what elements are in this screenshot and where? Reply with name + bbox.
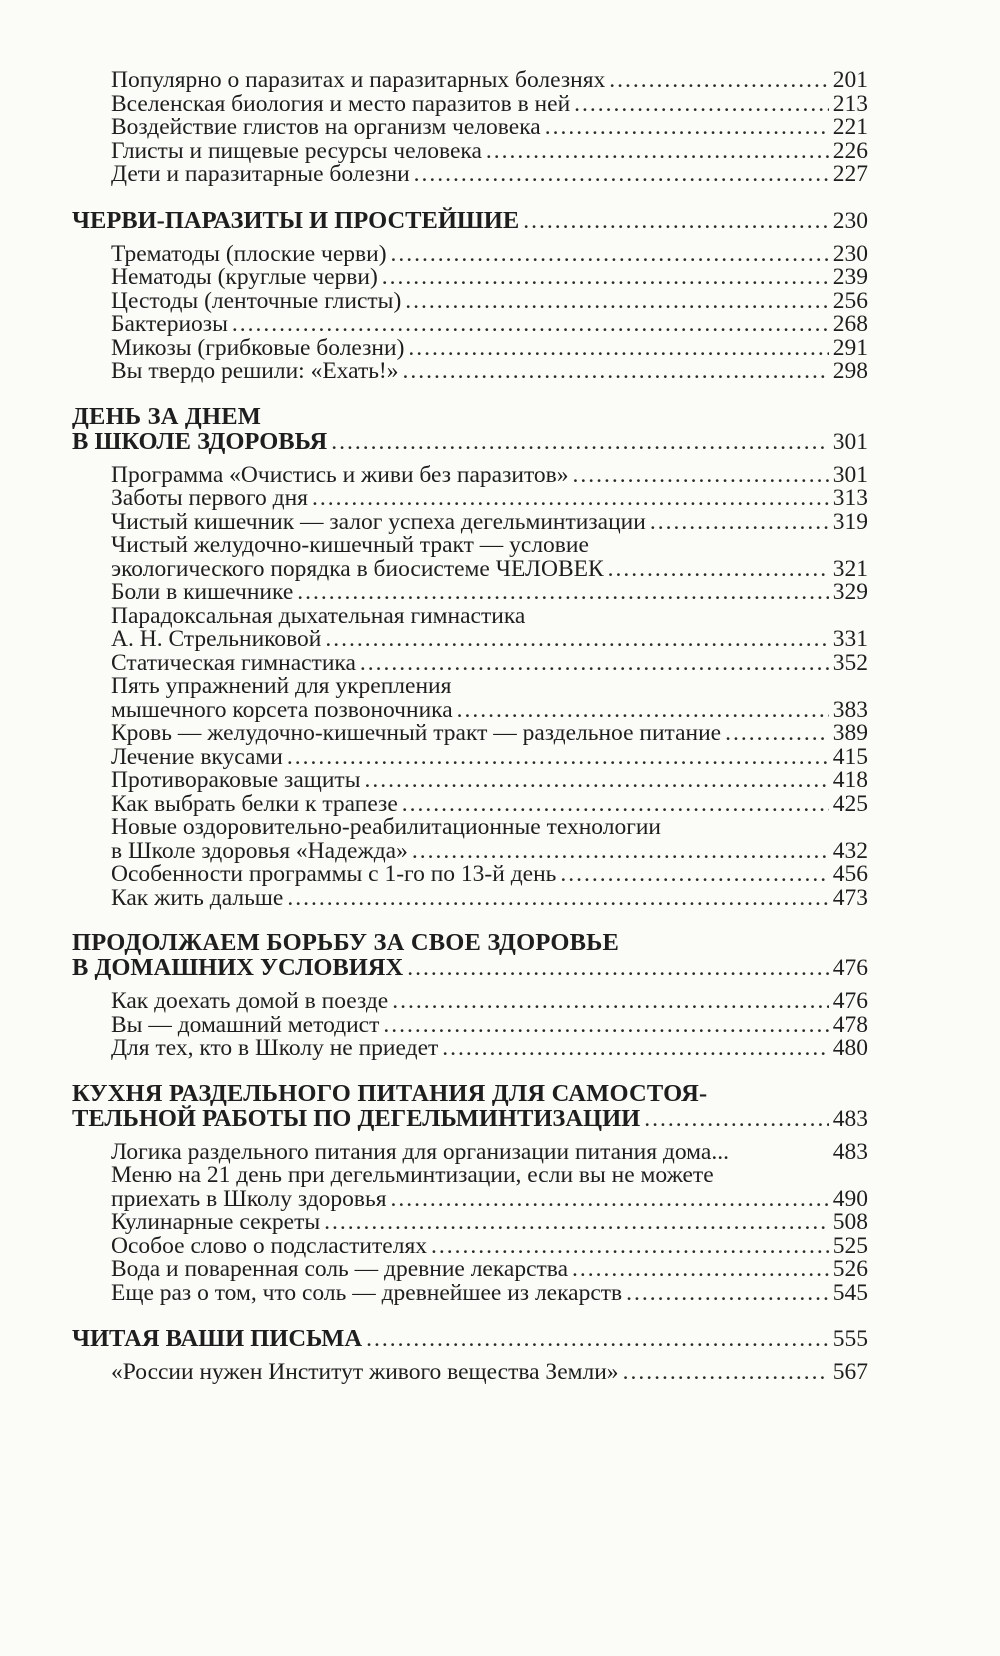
leader-dots <box>573 464 829 488</box>
toc-entry-page: 226 <box>832 137 868 164</box>
toc-entry-page: 201 <box>832 67 868 93</box>
toc-entry-page: 389 <box>832 720 868 746</box>
toc-entry-title: Цестоды (ленточные глисты) <box>111 287 402 314</box>
leader-dots <box>414 163 829 187</box>
toc-entry-page: 298 <box>832 358 868 384</box>
leader-dots <box>331 430 829 455</box>
toc-entry-page: 352 <box>832 649 868 676</box>
toc-entry-title: Вы — домашний методист <box>111 1011 380 1038</box>
toc-section-worms <box>72 208 868 384</box>
toc-entry-title: экологического порядка в биосистеме ЧЕЛОВЕК <box>111 555 604 582</box>
toc-entry-page: 321 <box>832 555 868 582</box>
toc-entry[interactable] <box>72 90 868 117</box>
leader-dots <box>402 793 829 817</box>
toc-entry-title: Противораковые защиты <box>111 767 361 793</box>
toc-entry-title: Бактериозы <box>111 311 228 337</box>
toc-section-day-by-day <box>72 402 868 911</box>
leader-dots <box>391 1188 829 1212</box>
leader-dots <box>725 722 829 746</box>
toc-entry-page: 490 <box>832 1185 868 1212</box>
leader-dots <box>431 1235 829 1259</box>
toc-entry-page: 473 <box>832 884 868 911</box>
leader-dots <box>608 558 829 582</box>
toc-section-heading[interactable] <box>72 1106 868 1132</box>
leader-dots <box>407 956 829 981</box>
toc-entry-page: 476 <box>832 988 868 1014</box>
toc-entry-title-line: Меню на 21 день при дегельминтизации, если вы не можете <box>111 1162 714 1188</box>
toc-entry[interactable] <box>72 555 868 582</box>
toc-entry[interactable] <box>72 334 868 361</box>
toc-entry-page: 268 <box>832 311 868 337</box>
toc-entry[interactable] <box>72 722 868 746</box>
toc-entry[interactable] <box>72 837 868 864</box>
leader-dots <box>574 93 829 117</box>
toc-entry-title: Как выбрать белки к трапезе <box>111 790 398 817</box>
section-title-line: ДЕНЬ ЗА ДНЕМ <box>72 402 262 430</box>
toc-section-heading[interactable] <box>72 955 868 981</box>
leader-dots <box>366 1327 829 1352</box>
toc-entry-page: 508 <box>832 1209 868 1235</box>
section-page: 555 <box>832 1326 868 1352</box>
toc-entry-title: Особое слово о подсластителях <box>111 1232 427 1259</box>
toc-entry-title: Чистый кишечник — залог успеха дегельминтизации <box>111 508 646 535</box>
toc-entry-title: Логика раздельного питания для организации питания дома... <box>111 1138 729 1165</box>
toc-entry[interactable] <box>72 1361 868 1385</box>
leader-dots <box>623 1361 829 1385</box>
toc-entry-title: мышечного корсета позвоночника <box>111 696 453 723</box>
leader-dots <box>383 1014 828 1038</box>
toc-entry-title-line: Чистый желудочно-кишечный тракт — условие <box>111 532 589 558</box>
toc-entry[interactable] <box>72 863 868 887</box>
toc-entry-page: 483 <box>832 1138 868 1165</box>
section-title: ТЕЛЬНОЙ РАБОТЫ ПО ДЕГЕЛЬМИНТИЗАЦИИ <box>72 1104 641 1132</box>
leader-dots <box>523 209 829 234</box>
toc-section-letters <box>72 1326 868 1385</box>
toc-entry-page: 478 <box>832 1011 868 1038</box>
toc-entry-title: Боли в кишечнике <box>111 579 294 605</box>
section-title: ЧИТАЯ ВАШИ ПИСЬМА <box>72 1325 363 1352</box>
toc-entry[interactable] <box>72 696 868 723</box>
toc-entry[interactable] <box>72 287 868 314</box>
toc-entry-title: Еще раз о том, что соль — древнейшее из лекарств <box>111 1279 623 1306</box>
toc-entry-page: 456 <box>832 861 868 887</box>
leader-dots <box>572 1258 829 1282</box>
toc-entry-page: 383 <box>832 696 868 723</box>
toc-entry-page: 313 <box>832 485 868 511</box>
spacer <box>72 196 868 208</box>
toc-entry[interactable] <box>72 163 868 187</box>
leader-dots <box>403 360 829 384</box>
toc-entry[interactable] <box>72 313 868 337</box>
toc-section-heading[interactable] <box>72 1326 868 1352</box>
leader-dots <box>297 581 828 605</box>
leader-dots <box>412 840 829 864</box>
toc-entry[interactable] <box>72 1232 868 1259</box>
toc-entry[interactable] <box>72 769 868 793</box>
leader-dots <box>650 511 829 535</box>
toc-entry-title: Микозы (грибковые болезни) <box>111 334 405 361</box>
leader-dots <box>325 628 828 652</box>
leader-dots <box>324 1211 829 1235</box>
toc-entry-title: Лечение вкусами <box>111 743 283 770</box>
toc-entry[interactable] <box>72 581 868 605</box>
section-page: 483 <box>832 1105 868 1132</box>
toc-entry-page: 480 <box>832 1035 868 1061</box>
leader-dots <box>232 313 829 337</box>
toc-entry-title: в Школе здоровья «Надежда» <box>111 837 408 864</box>
toc-entry-page: 418 <box>832 767 868 793</box>
leader-dots <box>287 887 828 911</box>
leader-dots <box>486 140 829 164</box>
toc-entry[interactable] <box>72 628 868 652</box>
toc-entry-title: Глисты и пищевые ресурсы человека <box>111 137 482 164</box>
leader-dots <box>408 337 828 361</box>
toc-entry-title: Кровь — желудочно-кишечный тракт — раздельное питание <box>111 720 722 746</box>
section-page: 476 <box>832 955 868 981</box>
toc-entry-page: 301 <box>832 461 868 488</box>
section-title-line: КУХНЯ РАЗДЕЛЬНОГО ПИТАНИЯ ДЛЯ САМОСТОЯ- <box>72 1079 708 1107</box>
toc-section-heading[interactable] <box>72 208 868 234</box>
toc-entry[interactable] <box>72 990 868 1014</box>
toc-entry[interactable] <box>72 1258 868 1282</box>
toc-entry-title: «России нужен Институт живого вещества Земли» <box>111 1359 619 1385</box>
section-title-line: ПРОДОЛЖАЕМ БОРЬБУ ЗА СВОЕ ЗДОРОВЬЕ <box>72 929 620 956</box>
toc-entry-title: Особенности программы с 1-го по 13-й день <box>111 861 557 887</box>
table-of-contents <box>72 69 868 1394</box>
toc-entry-page: 227 <box>832 161 868 187</box>
leader-dots <box>560 863 828 887</box>
leader-dots <box>392 990 829 1014</box>
toc-entry-title: Вы твердо решили: «Ехать!» <box>111 358 399 384</box>
leader-dots <box>405 290 828 314</box>
section-title: В ДОМАШНИХ УСЛОВИЯХ <box>72 954 404 981</box>
leader-dots <box>287 746 829 770</box>
toc-entry-title: Нематоды (круглые черви) <box>111 264 378 290</box>
leader-dots <box>312 487 829 511</box>
toc-entry[interactable] <box>72 69 868 93</box>
section-title: В ШКОЛЕ ЗДОРОВЬЯ <box>72 427 328 455</box>
toc-entry-page: 221 <box>832 114 868 140</box>
toc-entry-page: 329 <box>832 579 868 605</box>
toc-entry-page: 256 <box>832 287 868 314</box>
leader-dots <box>644 1107 829 1132</box>
toc-entry-title: Как жить дальше <box>111 884 284 911</box>
toc-section-home <box>72 931 868 1061</box>
toc-entry-page: 319 <box>832 508 868 535</box>
toc-entry-title: Популярно о паразитах и паразитарных болезнях <box>111 67 606 93</box>
toc-entry-title: Воздействие глистов на организм человека <box>111 114 541 140</box>
toc-entry-title: Заботы первого дня <box>111 485 308 511</box>
toc-entry-title: Программа «Очистись и живи без паразитов» <box>111 461 569 488</box>
toc-entry-page: 425 <box>832 790 868 817</box>
toc-entry[interactable] <box>72 116 868 140</box>
toc-entry-page: 230 <box>832 240 868 267</box>
leader-dots <box>609 69 828 93</box>
toc-entry[interactable] <box>72 790 868 817</box>
toc-entry-title-line: Пять упражнений для укрепления <box>111 673 452 699</box>
toc-entry[interactable] <box>72 360 868 384</box>
toc-entry[interactable] <box>72 461 868 488</box>
toc-entry[interactable] <box>72 240 868 267</box>
toc-entry-page: 525 <box>832 1232 868 1259</box>
toc-entry-page: 213 <box>832 90 868 117</box>
leader-dots <box>442 1037 828 1061</box>
toc-entry-page: 567 <box>832 1359 868 1385</box>
toc-entry[interactable] <box>72 1211 868 1235</box>
toc-entry-title: приехать в Школу здоровья <box>111 1185 387 1212</box>
toc-entry[interactable] <box>72 743 868 770</box>
toc-entry-title: Как доехать домой в поезде <box>111 988 389 1014</box>
toc-entry-page: 545 <box>832 1279 868 1306</box>
toc-entry-title: Вселенская биология и место паразитов в ней <box>111 90 571 117</box>
toc-entry-page: 331 <box>832 626 868 652</box>
toc-entry-title: Статическая гимнастика <box>111 649 356 676</box>
toc-entry-page: 415 <box>832 743 868 770</box>
toc-entry[interactable] <box>72 1185 868 1212</box>
toc-entry[interactable] <box>72 266 868 290</box>
toc-entry-title-line: Парадоксальная дыхательная гимнастика <box>111 602 526 629</box>
toc-entry[interactable] <box>72 1279 868 1306</box>
toc-intro-group <box>72 69 868 187</box>
leader-dots <box>391 243 829 267</box>
toc-entry-title: Трематоды (плоские черви) <box>111 240 387 267</box>
section-page: 230 <box>832 207 868 234</box>
toc-section-kitchen <box>72 1079 868 1306</box>
toc-entry[interactable] <box>72 1037 868 1061</box>
toc-entry-title: Кулинарные секреты <box>111 1209 321 1235</box>
toc-entry[interactable] <box>72 508 868 535</box>
toc-entry-page: 291 <box>832 334 868 361</box>
toc-entry[interactable] <box>72 649 868 676</box>
leader-dots <box>457 699 829 723</box>
leader-dots <box>626 1282 829 1306</box>
leader-dots <box>360 652 829 676</box>
toc-entry[interactable] <box>72 1011 868 1038</box>
toc-entry-page: 526 <box>832 1256 868 1282</box>
leader-dots <box>364 769 828 793</box>
toc-entry-page: 432 <box>832 837 868 864</box>
toc-section-heading[interactable] <box>72 429 868 455</box>
leader-dots <box>545 116 829 140</box>
toc-entry[interactable] <box>72 884 868 911</box>
section-title: ЧЕРВИ-ПАРАЗИТЫ И ПРОСТЕЙШИЕ <box>72 206 520 234</box>
toc-entry[interactable] <box>72 487 868 511</box>
toc-entry-page: 239 <box>832 264 868 290</box>
toc-entry-title: Дети и паразитарные болезни <box>111 161 410 187</box>
toc-entry-title: Для тех, кто в Школу не приедет <box>111 1035 439 1061</box>
toc-entry[interactable] <box>72 1138 868 1165</box>
leader-dots <box>382 266 829 290</box>
section-page: 301 <box>832 428 868 455</box>
toc-entry[interactable] <box>72 137 868 164</box>
toc-entry-title: А. Н. Стрельниковой <box>111 626 322 652</box>
toc-entry-title-line: Новые оздоровительно-реабилитационные технологии <box>111 814 661 840</box>
toc-entry-title: Вода и поваренная соль — древние лекарства <box>111 1256 569 1282</box>
